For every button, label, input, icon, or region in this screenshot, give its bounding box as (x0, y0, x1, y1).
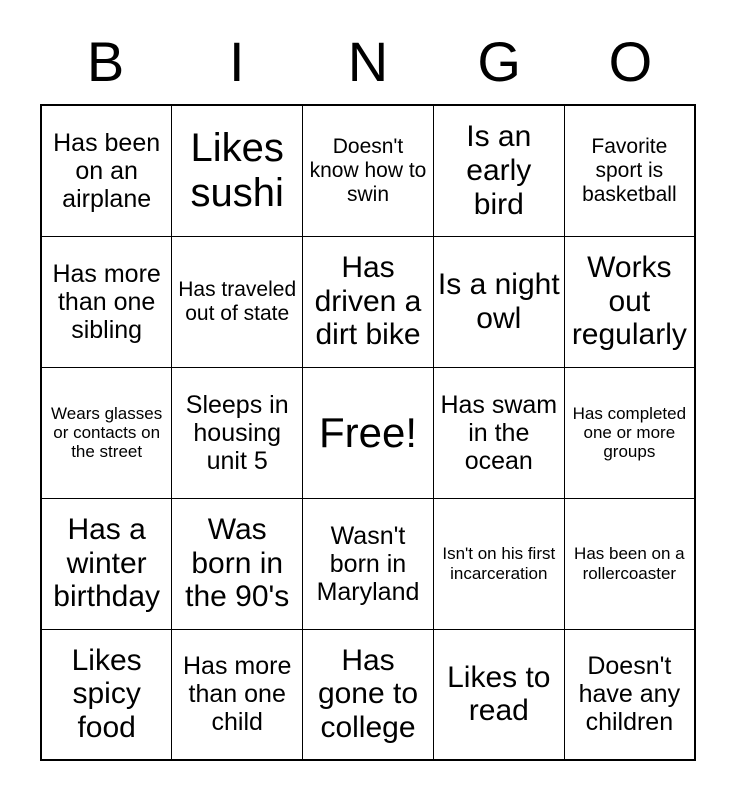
bingo-cell[interactable]: Sleeps in housing unit 5 (172, 367, 303, 498)
bingo-cell[interactable]: Has driven a dirt bike (303, 236, 434, 367)
bingo-row (41, 236, 695, 367)
bingo-cell[interactable]: Has swam in the ocean (433, 367, 564, 498)
bingo-cell[interactable]: Is an early bird (433, 105, 564, 236)
bingo-grid-body (41, 105, 695, 760)
header-letter-o: O (608, 30, 653, 93)
bingo-cell[interactable]: Has completed one or more groups (564, 367, 695, 498)
bingo-cell[interactable]: Has traveled out of state (172, 236, 303, 367)
bingo-header (40, 0, 696, 94)
bingo-cell[interactable]: Has gone to college (303, 629, 434, 760)
bingo-cell[interactable]: Has a winter birthday (41, 498, 172, 629)
bingo-cell[interactable]: Wears glasses or contacts on the street (41, 367, 172, 498)
bingo-cell[interactable]: Has been on an airplane (41, 105, 172, 236)
bingo-cell[interactable]: Doesn't know how to swin (303, 105, 434, 236)
bingo-cell[interactable]: Doesn't have any children (564, 629, 695, 760)
bingo-grid (40, 104, 696, 761)
bingo-cell[interactable]: Wasn't born in Maryland (303, 498, 434, 629)
bingo-cell[interactable]: Has been on a rollercoaster (564, 498, 695, 629)
bingo-cell-free[interactable]: Free! (303, 367, 434, 498)
bingo-cell[interactable]: Has more than one sibling (41, 236, 172, 367)
header-letter-g: G (477, 30, 521, 93)
bingo-cell[interactable]: Works out regularly (564, 236, 695, 367)
bingo-row (41, 367, 695, 498)
bingo-row (41, 105, 695, 236)
bingo-row (41, 629, 695, 760)
header-letter-n: N (347, 30, 389, 93)
bingo-cell[interactable]: Is a night owl (433, 236, 564, 367)
bingo-cell[interactable]: Favorite sport is basketball (564, 105, 695, 236)
bingo-row (41, 498, 695, 629)
bingo-cell[interactable]: Likes to read (433, 629, 564, 760)
bingo-cell[interactable]: Likes spicy food (41, 629, 172, 760)
bingo-cell[interactable]: Likes sushi (172, 105, 303, 236)
header-letter-i: I (229, 30, 245, 93)
bingo-cell[interactable]: Has more than one child (172, 629, 303, 760)
bingo-cell[interactable]: Isn't on his first incarceration (433, 498, 564, 629)
bingo-cell[interactable]: Was born in the 90's (172, 498, 303, 629)
header-letter-b: B (86, 30, 125, 93)
